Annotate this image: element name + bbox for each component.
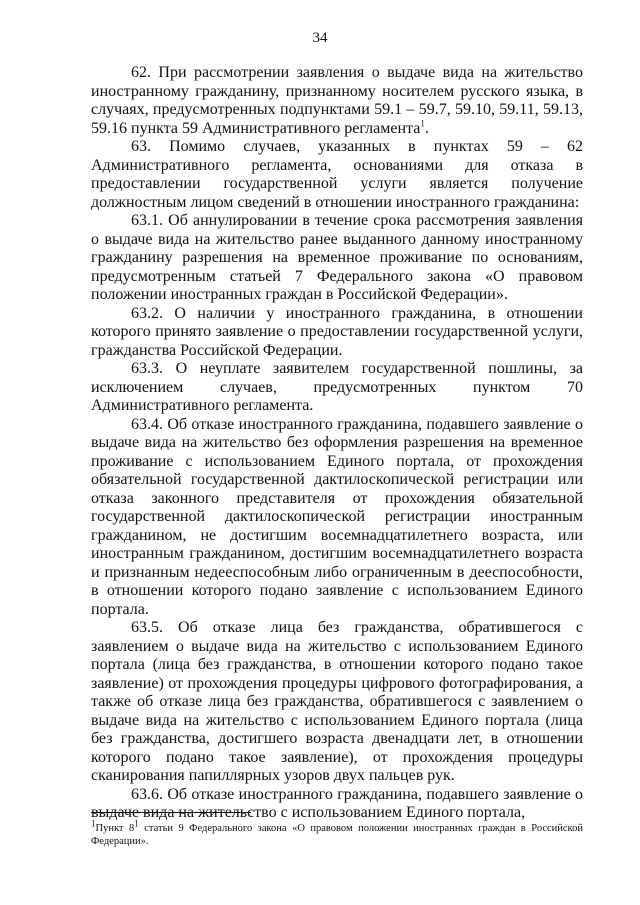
footnote-inner-sup: 1 <box>134 818 139 829</box>
page-number: 34 <box>312 30 328 46</box>
paragraph-63: 63. Помимо случаев, указанных в пунктах 59 – 62 Административного регламента, основаниями для отказа в предоставлении государственной услуги является получение должностным лицом сведений в отношении иностранного гражданина: <box>91 138 583 211</box>
document-body <box>91 64 583 823</box>
footnote-divider <box>91 812 251 813</box>
footnote: $^1$Пункт $8^1$ статьи 9 Федерального закона «О правовом положении иностранных граждан в Российской Федерации». <box>91 818 583 847</box>
paragraph-63-1: 63.1. Об аннулировании в течение срока рассмотрения заявления о выдаче вида на жительство ранее выданного данному иностранному гражданину разрешения на временное проживание по основаниям, предусмотренным статьей 7 Федерального закона «О правовом положении иностранных граждан в Российской Федерации». <box>91 212 583 303</box>
footnote-ref[interactable]: 1 <box>420 118 425 129</box>
footnote-marker: 1 <box>91 818 96 829</box>
paragraph-63-4: 63.4. Об отказе иностранного гражданина, подавшего заявление о выдаче вида на жительство без оформления разрешения на временное проживание с использованием Единого портала, от прохождения обязательной государственной дактилоскопической регистрации или отказа законного представителя от прохождения обязательной государственной дактилоскопической регистрации иностранным гражданином, не достигшим восемнадцатилетнего возраста, или иностранным гражданином, достигшим восемнадцатилетнего возраста и признанным недееспособным либо ограниченным в дееспособности, в отношении которого подано заявление с использованием Единого портала. <box>91 415 583 618</box>
paragraph-63-5: 63.5. Об отказе лица без гражданства, обратившегося с заявлением о выдаче вида на жительство с использованием Единого портала (лица без гражданства, в отношении которого подано такое заявление) от прохождения процедуры цифрового фотографирования, а также об отказе лица без гражданства, обратившегося с заявлением о выдаче вида на жительство с использованием Единого портала (лица без гражданства, достигшего возраста двенадцати лет, в отношении которого подано такое заявление), от прохождения процедуры сканирования папиллярных узоров двух пальцев рук. <box>91 619 583 784</box>
paragraph-62: 62. При рассмотрении заявления о выдаче вида на жительство иностранному гражданину, признанному носителем русского языка, в случаях, предусмотренных подпунктами 59.1 – 59.7, 59.10, 59.11, 59.13, 59.16 пункта 59 Административного регламента$^1$. <box>91 64 583 137</box>
paragraph-63-6: 63.6. Об отказе иностранного гражданина, подавшего заявление о выдаче вида на жительство с использованием Единого портала, <box>91 785 583 821</box>
paragraph-63-3: 63.3. О неуплате заявителем государственной пошлины, за исключением случаев, предусмотренных пунктом 70 Административного регламента. <box>91 360 583 414</box>
paragraph-63-2: 63.2. О наличии у иностранного гражданина, в отношении которого принято заявление о предоставлении государственной услуги, гражданства Российской Федерации. <box>91 304 583 359</box>
